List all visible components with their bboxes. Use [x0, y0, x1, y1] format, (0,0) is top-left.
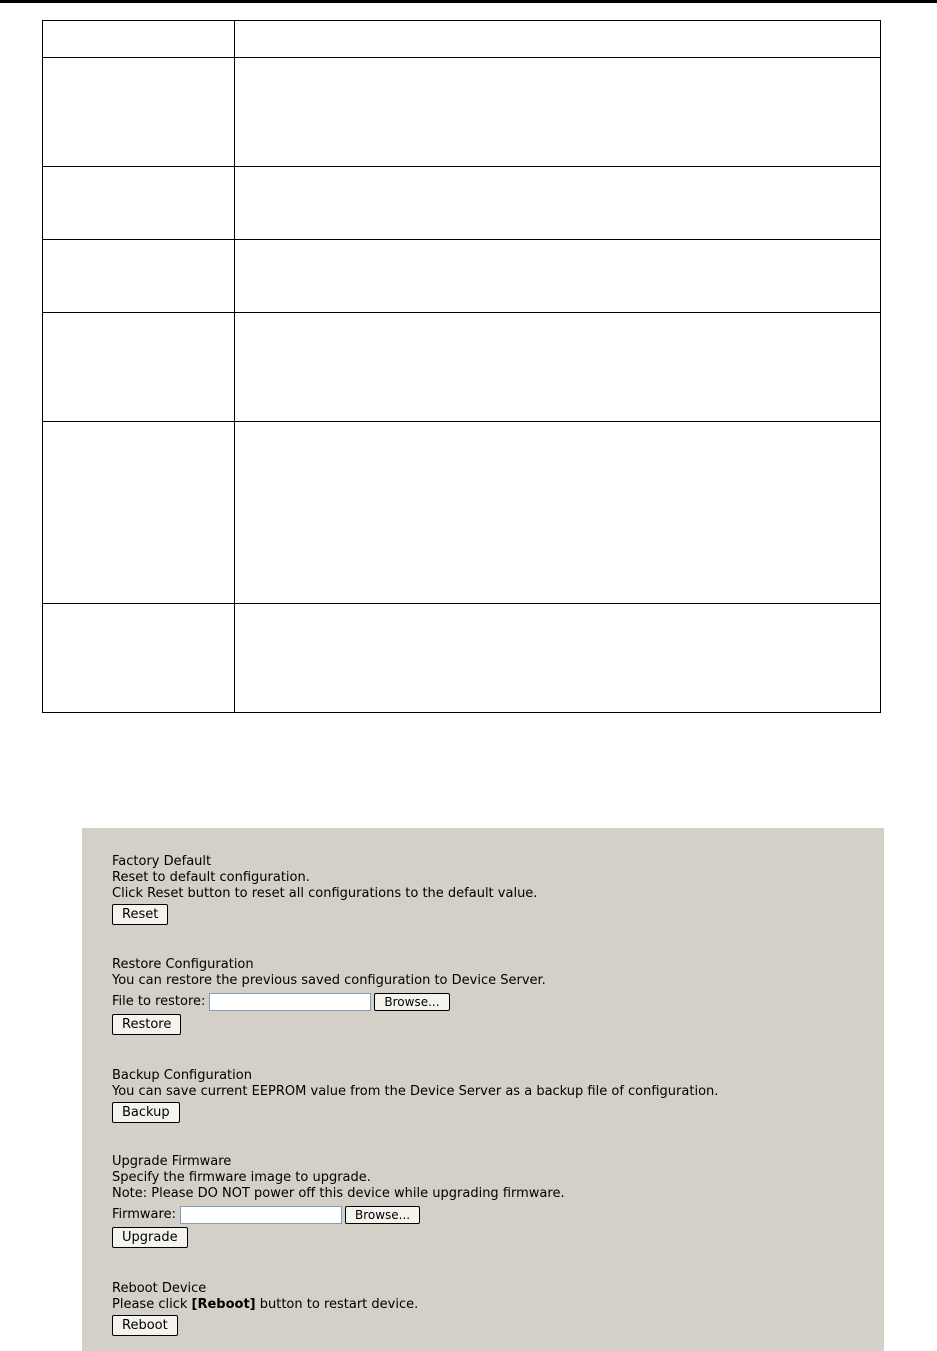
description-line: Reset to default configuration.: [112, 870, 310, 885]
restore-file-input[interactable]: [209, 993, 371, 1011]
reboot-button[interactable]: Reboot: [112, 1315, 178, 1336]
firmware-file-row: [112, 1204, 872, 1225]
table-row: [43, 21, 881, 58]
document-table: [42, 20, 881, 713]
restore-configuration-section: [112, 957, 872, 1035]
section-heading: Upgrade Firmware: [112, 1154, 232, 1169]
reset-button[interactable]: Reset: [112, 904, 168, 925]
section-heading: Backup Configuration: [112, 1068, 252, 1083]
firmware-label: Firmware:: [112, 1206, 176, 1222]
section-heading: Reboot Device: [112, 1281, 207, 1296]
description-line: You can restore the previous saved configuration to Device Server.: [112, 973, 546, 988]
restore-browse-button[interactable]: Browse...: [374, 993, 449, 1011]
restore-button[interactable]: Restore: [112, 1014, 181, 1035]
description-line: You can save current EEPROM value from the Device Server as a backup file of configuration.: [112, 1084, 719, 1099]
page-top-rule: [0, 0, 937, 3]
section-heading: Restore Configuration: [112, 957, 254, 972]
table-row: [43, 240, 881, 313]
backup-button[interactable]: Backup: [112, 1102, 180, 1123]
factory-default-section: [112, 854, 872, 925]
firmware-browse-button[interactable]: Browse...: [345, 1206, 420, 1224]
upgrade-firmware-section: [112, 1154, 872, 1248]
firmware-file-input[interactable]: [180, 1206, 342, 1224]
configuration-panel: [82, 828, 884, 1351]
reboot-device-section: [112, 1281, 872, 1336]
section-heading: Factory Default: [112, 854, 212, 869]
table-row: [43, 167, 881, 240]
description-line: Specify the firmware image to upgrade.: [112, 1170, 371, 1185]
upgrade-button[interactable]: Upgrade: [112, 1227, 188, 1248]
restore-file-row: [112, 991, 872, 1012]
table-row: [43, 58, 881, 167]
file-to-restore-label: File to restore:: [112, 993, 206, 1009]
note-line: Note: Please DO NOT power off this device while upgrading firmware.: [112, 1186, 565, 1201]
reboot-text-bold: [Reboot]: [191, 1297, 256, 1312]
table-row: [43, 313, 881, 422]
backup-configuration-section: [112, 1068, 872, 1123]
reboot-text-pre: Please click: [112, 1297, 188, 1312]
reboot-text-post: button to restart device.: [259, 1297, 419, 1312]
table-row: [43, 422, 881, 604]
description-line: [112, 1297, 872, 1313]
table-row: [43, 604, 881, 713]
description-line: Click Reset button to reset all configurations to the default value.: [112, 886, 538, 901]
